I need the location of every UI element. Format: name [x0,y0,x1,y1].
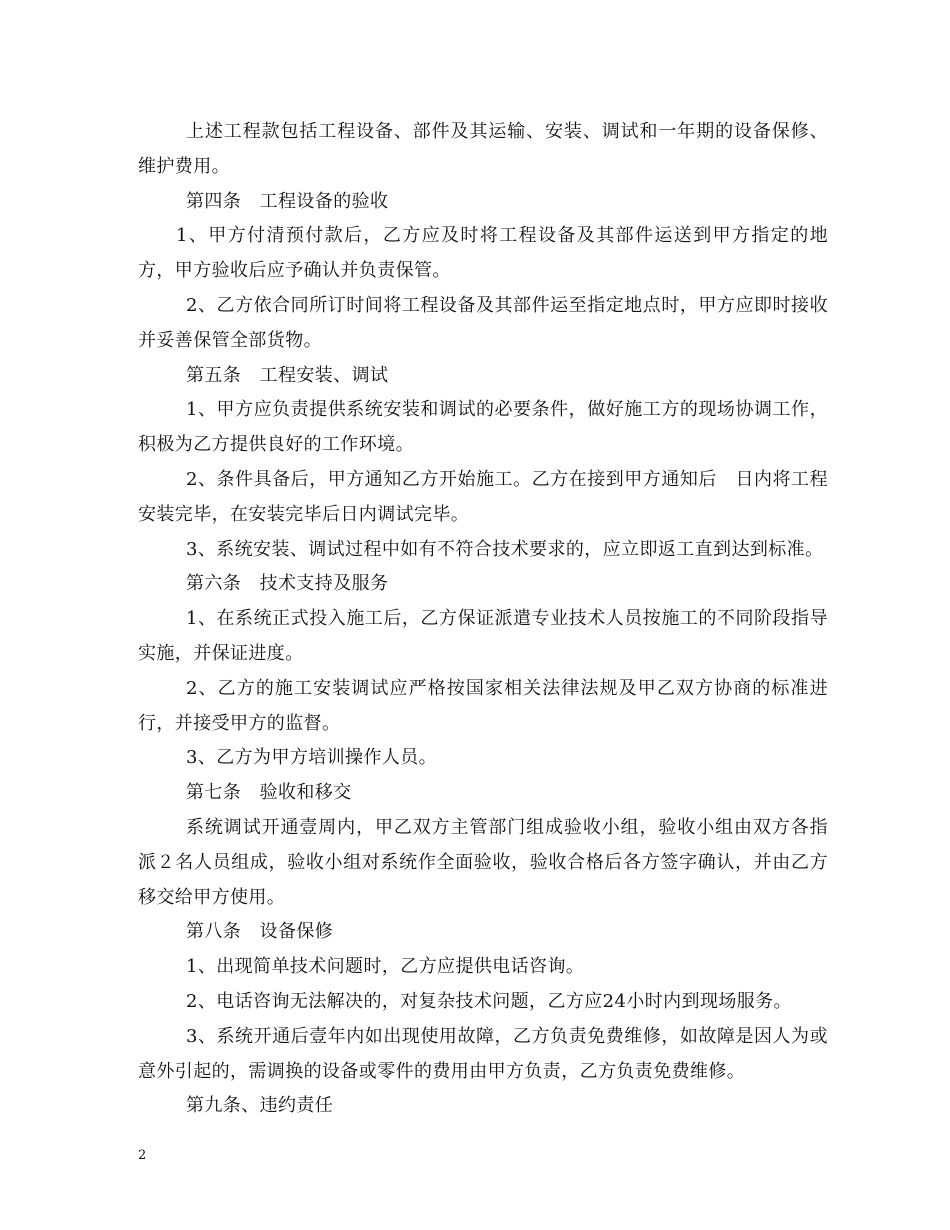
article-8-clause-2: 2、电话咨询无法解决的，对复杂技术问题，乙方应24小时内到现场服务。 [186,990,792,1012]
article-7-clause: 系统调试开通壹周内，甲乙双方主管部门组成验收小组，验收小组由双方各指派２名人员组成，验收小组对系统作全面验收，验收合格后各方签字确认，并由乙方移交给甲方使用。 [138,816,828,908]
article-5-clause-3: 3、系统安装、调试过程中如有不符合技术要求的，应立即返工直到达到标准。 [186,538,824,560]
document-body [138,115,828,1124]
article-6-heading: 第六条 技术支持及服务 [186,573,389,595]
article-5-clause-1: 1、甲方应负责提供系统安装和调试的必要条件，做好施工方的现场协调工作，积极为乙方提供良好的工作环境。 [138,399,828,456]
article-4-heading: 第四条 工程设备的验收 [186,190,389,212]
article-6-clause-1: 1、在系统正式投入施工后，乙方保证派遣专业技术人员按施工的不同阶段指导实施，并保证进度。 [138,608,828,664]
article-6-clause-2: 2、乙方的施工安装调试应严格按国家相关法律法规及甲乙双方协商的标准进行，并接受甲方的监督。 [138,677,828,734]
article-8-heading: 第八条 设备保修 [186,921,334,943]
article-8-clause-3: 3、系统开通后壹年内如出现使用故障，乙方负责免费维修，如故障是因人为或意外引起的，需调换的设备或零件的费用由甲方负责，乙方负责免费维修。 [138,1025,828,1082]
article-4-clause-1: 1、甲方付清预付款后，乙方应及时将工程设备及其部件运送到甲方指定的地方，甲方验收后应予确认并负责保管。 [138,225,828,282]
article-5-heading: 第五条 工程安装、调试 [186,364,389,386]
article-6-clause-3: 3、乙方为甲方培训操作人员。 [186,747,438,769]
article-8-clause-1: 1、出现简单技术问题时，乙方应提供电话咨询。 [186,956,585,978]
article-5-clause-2: 2、条件具备后，甲方通知乙方开始施工。乙方在接到甲方通知后 日内将工程安装完毕，在安装完毕后日内调试完毕。 [138,468,828,525]
article-9-heading: 第九条、违约责任 [186,1095,334,1117]
paragraph-payment-scope: 上述工程款包括工程设备、部件及其运输、安装、调试和一年期的设备保修、维护费用。 [138,121,828,177]
article-4-clause-2: 2、乙方依合同所订时间将工程设备及其部件运至指定地点时，甲方应即时接收并妥善保管全部货物。 [138,294,828,351]
page-number: 2 [138,1148,147,1163]
article-7-heading: 第七条 验收和移交 [186,782,352,804]
